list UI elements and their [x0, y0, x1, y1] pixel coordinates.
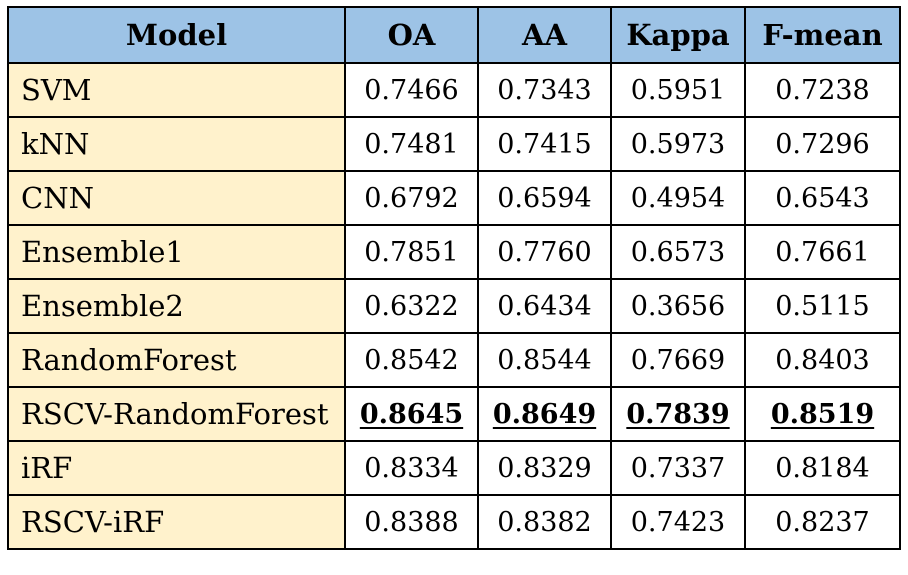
kappa-value-cell: 0.7337: [611, 441, 745, 495]
f-mean-value-cell: 0.6543: [745, 171, 900, 225]
kappa-value-cell: 0.4954: [611, 171, 745, 225]
f-mean-value-cell: 0.7661: [745, 225, 900, 279]
kappa-value-cell: 0.5951: [611, 63, 745, 117]
oa-value-cell: 0.8645: [345, 387, 478, 441]
table-row: [8, 225, 900, 279]
aa-value-cell: 0.7415: [478, 117, 611, 171]
header-aa: AA: [478, 7, 611, 63]
kappa-value-cell: 0.7839: [611, 387, 745, 441]
oa-value-cell: 0.6322: [345, 279, 478, 333]
model-name-cell: iRF: [8, 441, 345, 495]
table-row: [8, 495, 900, 549]
table-row: [8, 441, 900, 495]
f-mean-value-cell: 0.8237: [745, 495, 900, 549]
model-name-cell: RandomForest: [8, 333, 345, 387]
aa-value-cell: 0.6434: [478, 279, 611, 333]
header-row: [8, 7, 900, 63]
f-mean-value-cell: 0.8519: [745, 387, 900, 441]
aa-value-cell: 0.6594: [478, 171, 611, 225]
aa-value-cell: 0.8649: [478, 387, 611, 441]
f-mean-value-cell: 0.8184: [745, 441, 900, 495]
oa-value-cell: 0.8388: [345, 495, 478, 549]
oa-value-cell: 0.7466: [345, 63, 478, 117]
oa-value-cell: 0.8542: [345, 333, 478, 387]
model-name-cell: Ensemble2: [8, 279, 345, 333]
aa-value-cell: 0.7343: [478, 63, 611, 117]
oa-value-cell: 0.8334: [345, 441, 478, 495]
oa-value-cell: 0.7851: [345, 225, 478, 279]
kappa-value-cell: 0.6573: [611, 225, 745, 279]
oa-value-cell: 0.6792: [345, 171, 478, 225]
aa-value-cell: 0.8382: [478, 495, 611, 549]
table-body: [8, 63, 900, 549]
kappa-value-cell: 0.3656: [611, 279, 745, 333]
model-name-cell: RSCV-iRF: [8, 495, 345, 549]
table-row: [8, 117, 900, 171]
table-row: [8, 63, 900, 117]
results-table-container: [7, 6, 901, 550]
header-model: Model: [8, 7, 345, 63]
header-oa: OA: [345, 7, 478, 63]
header-kappa: Kappa: [611, 7, 745, 63]
f-mean-value-cell: 0.8403: [745, 333, 900, 387]
model-name-cell: SVM: [8, 63, 345, 117]
oa-value-cell: 0.7481: [345, 117, 478, 171]
kappa-value-cell: 0.7669: [611, 333, 745, 387]
f-mean-value-cell: 0.5115: [745, 279, 900, 333]
header-f-mean: F-mean: [745, 7, 900, 63]
aa-value-cell: 0.7760: [478, 225, 611, 279]
aa-value-cell: 0.8329: [478, 441, 611, 495]
table-row: [8, 279, 900, 333]
aa-value-cell: 0.8544: [478, 333, 611, 387]
model-name-cell: RSCV-RandomForest: [8, 387, 345, 441]
f-mean-value-cell: 0.7238: [745, 63, 900, 117]
table-row: [8, 333, 900, 387]
model-name-cell: kNN: [8, 117, 345, 171]
table-header: [8, 7, 900, 63]
kappa-value-cell: 0.5973: [611, 117, 745, 171]
table-row: [8, 171, 900, 225]
table-row: [8, 387, 900, 441]
f-mean-value-cell: 0.7296: [745, 117, 900, 171]
model-name-cell: CNN: [8, 171, 345, 225]
model-name-cell: Ensemble1: [8, 225, 345, 279]
kappa-value-cell: 0.7423: [611, 495, 745, 549]
results-table: [7, 6, 901, 550]
